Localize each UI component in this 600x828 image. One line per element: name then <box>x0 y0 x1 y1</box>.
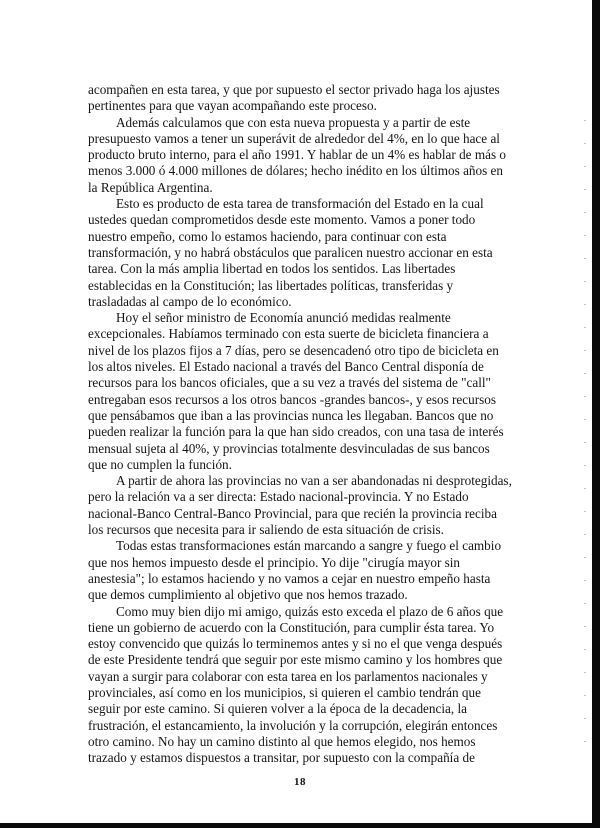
paragraph-4: Hoy el señor ministro de Economía anunció medidas realmente excepcionales. Habíamos terminado con esta suerte de bicicleta financiera a nivel de los plazos fijos a 7 días, pero se desencadenó otro tipo de bicicleta en los altos niveles. El Estado nacional a través del Banco Central disponía de recursos para los bancos oficiales, que a su vez a través del sistema de "call" entregaban esos recursos a los otros bancos -grandes bancos-, y esos recursos que pensábamos que iban a las provincias nunca les llegaban. Bancos que no pueden realizar la función para la que han sido creados, con una tasa de interés mensual sujeta al 40%, y provincias totalmente desvinculadas de sus bancos que no cumplen la función. <box>88 310 504 472</box>
paragraph-1: acompañen en esta tarea, y que por supuesto el sector privado haga los ajustes pertinentes para que vayan acompañando este proceso. <box>88 82 500 114</box>
paragraph-5: A partir de ahora las provincias no van a ser abandonadas ni desprotegidas, pero la relación va a ser directa: Estado nacional-provincia. Y no Estado nacional-Banco Central-Banco Provincial, para que recién la provincia reciba los recursos que necesita para ir saliendo de esta situación de crisis. <box>88 473 512 538</box>
scan-speckle-margin <box>584 120 586 760</box>
paragraph-3: Esto es producto de esta tarea de transformación del Estado en la cual ustedes quedan comprometidos desde este momento. Vamos a poner todo nuestro empeño, como lo estamos haciendo, para continuar con esta transformación, y no habrá obstáculos que paralicen nuestro accionar en esta tarea. Con la más amplia libertad en todos los sentidos. Las libertades establecidas en la Constitución; las libertades políticas, transferidas y trasladadas al campo de lo económico. <box>88 196 493 309</box>
scan-edge-right <box>592 0 600 828</box>
paragraph-2: Además calculamos que con esta nueva propuesta y a partir de este presupuesto vamos a tener un superávit de alrededor del 4%, en lo que hace al producto bruto interno, para el año 1991. Y hablar de un 4% es hablar de más o menos 3.000 ó 4.000 millones de dólares; hecho inédito en los últimos años en la República Argentina. <box>88 114 506 195</box>
page-number: 18 <box>294 776 306 788</box>
paragraph-7: Como muy bien dijo mi amigo, quizás esto exceda el plazo de 6 años que tiene un gobierno de acuerdo con la Constitución, para cumplir ésta tarea. Yo estoy convencido que quizás lo terminemos antes y si no el que venga después de este Presidente tendrá que seguir por este mismo camino y los hombres que vayan a surgir para colaborar con esta tarea en los parlamentos nacionales y provinciales, así como en los municipios, si quieren el cambio tendrán que seguir por este camino. Si quieren volver a la época de la decadencia, la frustración, el estancamiento, la involución y la corrupción, elegirán entonces otro camino. No hay un camino distinto al que hemos elegido, nos hemos trazado y estamos dispuestos a transitar, por supuesto con la compañía de <box>88 603 504 766</box>
page-body <box>88 82 512 766</box>
paragraph-6: Todas estas transformaciones están marcando a sangre y fuego el cambio que nos hemos impuesto desde el principio. Yo dije "cirugía mayor sin anestesia"; lo estamos haciendo y no vamos a cejar en nuestro empeño hasta que demos cumplimiento al objetivo que nos hemos trazado. <box>88 538 502 603</box>
scan-edge-bottom <box>0 823 600 828</box>
